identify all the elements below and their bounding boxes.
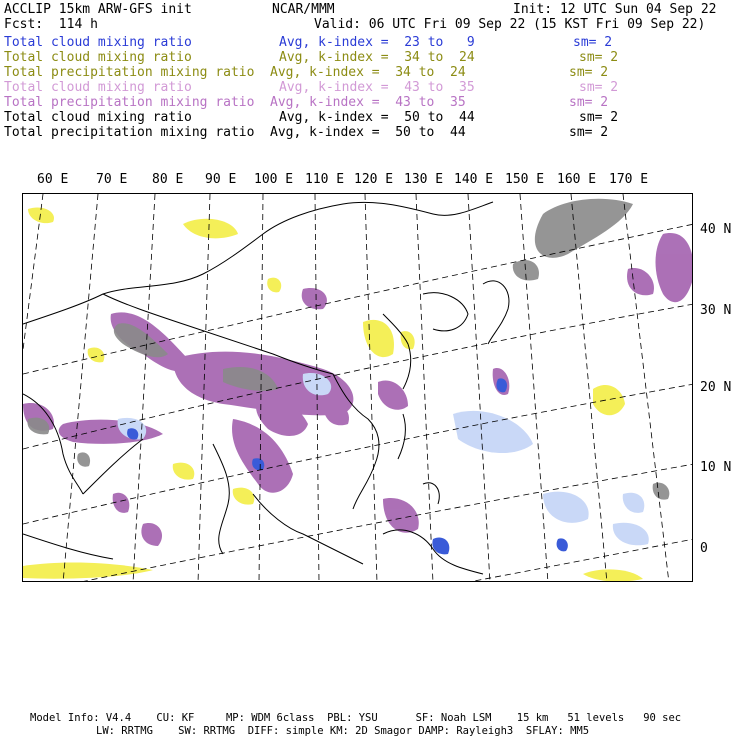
field-sm: sm= 2 — [569, 65, 609, 80]
init-time: Init: 12 UTC Sun 04 Sep 22 — [513, 2, 717, 17]
model-info-line1: Model Info: V4.4 CU: KF MP: WDM 6class PBL: YSU SF: Noah LSM 15 km 51 levels 90 sec — [30, 712, 682, 724]
lat-label: 10 N — [700, 460, 732, 475]
field-avg: Avg, k-index = 34 to 24 — [279, 50, 475, 65]
field-sm: sm= 2 — [579, 110, 619, 125]
field-sm: sm= 2 — [569, 95, 609, 110]
field-sm: sm= 2 — [569, 125, 609, 140]
field-avg: Avg, k-index = 50 to 44 — [279, 110, 475, 125]
lat-label: 30 N — [700, 303, 732, 318]
field-name: Total cloud mixing ratio — [4, 110, 192, 125]
field-avg: Avg, k-index = 43 to 35 — [279, 80, 475, 95]
valid-time: Valid: 06 UTC Fri 09 Sep 22 (15 KST Fri 09 Sep 22) — [314, 17, 706, 32]
field-avg: Avg, k-index = 34 to 24 — [270, 65, 466, 80]
lon-label: 140 E — [454, 172, 494, 187]
field-name: Total cloud mixing ratio — [4, 50, 192, 65]
lon-label: 130 E — [404, 172, 444, 187]
lon-label: 160 E — [557, 172, 597, 187]
lon-label: 120 E — [354, 172, 394, 187]
model-title: ACCLIP 15km ARW-GFS init — [4, 2, 192, 17]
model-info-line2: LW: RRTMG SW: RRTMG DIFF: simple KM: 2D Smagor DAMP: Rayleigh3 SFLAY: MM5 — [96, 725, 590, 737]
field-avg: Avg, k-index = 23 to 9 — [279, 35, 475, 50]
lon-label: 90 E — [205, 172, 237, 187]
precip-mixing-ratio-fill — [23, 233, 693, 546]
lon-label: 70 E — [96, 172, 128, 187]
lat-label: 20 N — [700, 380, 732, 395]
field-name: Total cloud mixing ratio — [4, 80, 192, 95]
field-name: Total precipitation mixing ratio — [4, 65, 255, 80]
forecast-hour: Fcst: 114 h — [4, 17, 98, 32]
lat-lon-grid — [23, 194, 693, 582]
lon-label: 100 E — [254, 172, 294, 187]
lon-label: 170 E — [609, 172, 649, 187]
field-sm: sm= 2 — [573, 35, 613, 50]
field-sm: sm= 2 — [579, 50, 619, 65]
org-label: NCAR/MMM — [272, 2, 335, 17]
lat-label: 40 N — [700, 222, 732, 237]
field-name: Total precipitation mixing ratio — [4, 95, 255, 110]
lon-label: 110 E — [305, 172, 345, 187]
lat-label: 0 — [700, 541, 708, 556]
field-avg: Avg, k-index = 50 to 44 — [270, 125, 466, 140]
lon-label: 150 E — [505, 172, 545, 187]
lon-label: 80 E — [152, 172, 184, 187]
map-canvas — [23, 194, 693, 582]
field-name: Total precipitation mixing ratio — [4, 125, 255, 140]
field-name: Total cloud mixing ratio — [4, 35, 192, 50]
map-panel — [22, 193, 693, 582]
lon-label: 60 E — [37, 172, 69, 187]
field-avg: Avg, k-index = 43 to 35 — [270, 95, 466, 110]
field-sm: sm= 2 — [579, 80, 619, 95]
